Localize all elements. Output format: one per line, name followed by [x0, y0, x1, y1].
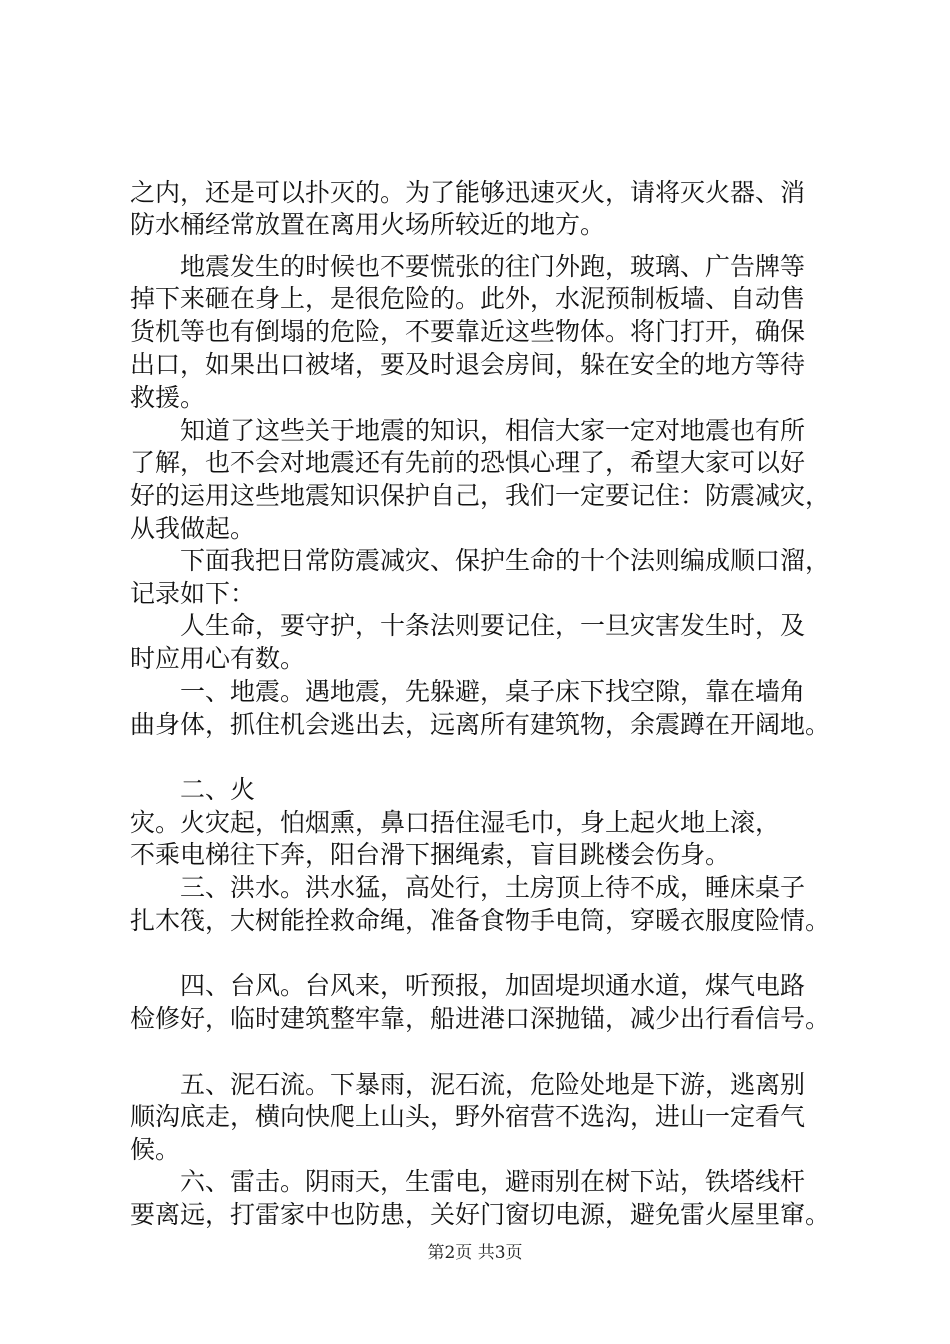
text-line: 检修好，临时建筑整牢靠，船进港口深抛锚，减少出行看信号。 — [130, 1003, 831, 1033]
text-line: 救援。 — [130, 382, 206, 412]
paragraph-first-line: 五、泥石流。下暴雨，泥石流，危险处地是下游，逃离别 — [180, 1070, 806, 1100]
paragraph-first-line: 人生命，要守护，十条法则要记住，一旦灾害发生时，及 — [180, 611, 806, 641]
text-line: 候。 — [130, 1134, 181, 1164]
text-line: 之内，还是可以扑灭的。为了能够迅速灭火，请将灭火器、消 — [130, 178, 806, 207]
paragraph-first-line: 地震发生的时候也不要慌张的往门外跑，玻璃、广告牌等 — [180, 251, 806, 281]
paragraph-first-line: 六、雷击。阴雨天，生雷电，避雨别在树下站，铁塔线杆 — [180, 1167, 806, 1197]
text-line: 好的运用这些地震知识保护自己，我们一定要记住：防震减灾， — [130, 480, 831, 510]
paragraph-first-line: 二、火 — [180, 774, 256, 804]
text-line: 不乘电梯往下奔，阳台滑下捆绳索，盲目跳楼会伤身。 — [130, 840, 731, 870]
text-line: 防水桶经常放置在离用火场所较近的地方。 — [130, 209, 606, 239]
text-line: 货机等也有倒塌的危险，不要靠近这些物体。将门打开，确保 — [130, 317, 806, 347]
text-line: 记录如下： — [130, 578, 256, 608]
text-line: 曲身体，抓住机会逃出去，远离所有建筑物，余震蹲在开阔地。 — [130, 709, 831, 739]
text-line: 顺沟底走，横向快爬上山头，野外宿营不选沟，进山一定看气 — [130, 1101, 806, 1131]
text-line: 掉下来砸在身上，是很危险的。此外，水泥预制板墙、自动售 — [130, 284, 806, 314]
paragraph-first-line: 一、地震。遇地震，先躲避，桌子床下找空隙，靠在墙角 — [180, 676, 806, 706]
text-line: 了解，也不会对地震还有先前的恐惧心理了，希望大家可以好 — [130, 447, 806, 477]
paragraph-first-line: 三、洪水。洪水猛，高处行，土房顶上待不成，睡床桌子 — [180, 873, 806, 903]
text-line: 要离远，打雷家中也防患，关好门窗切电源，避免雷火屋里窜。 — [130, 1200, 831, 1229]
paragraph-first-line: 下面我把日常防震减灾、保护生命的十个法则编成顺口溜， — [180, 546, 831, 576]
text-line: 出口，如果出口被堵，要及时退会房间，躲在安全的地方等待 — [130, 349, 806, 379]
text-line: 扎木筏，大树能拴救命绳，准备食物手电筒，穿暖衣服度险情。 — [130, 905, 831, 935]
paragraph-first-line: 知道了这些关于地震的知识，相信大家一定对地震也有所 — [180, 416, 806, 446]
page-number-footer: 第2页 共3页 — [427, 1243, 523, 1263]
text-line: 灾。火灾起，怕烟熏，鼻口捂住湿毛巾，身上起火地上滚， — [130, 807, 781, 837]
text-line: 时应用心有数。 — [130, 644, 306, 674]
text-line: 从我做起。 — [130, 514, 256, 544]
paragraph-first-line: 四、台风。台风来，听预报，加固堤坝通水道，煤气电路 — [180, 971, 806, 1001]
